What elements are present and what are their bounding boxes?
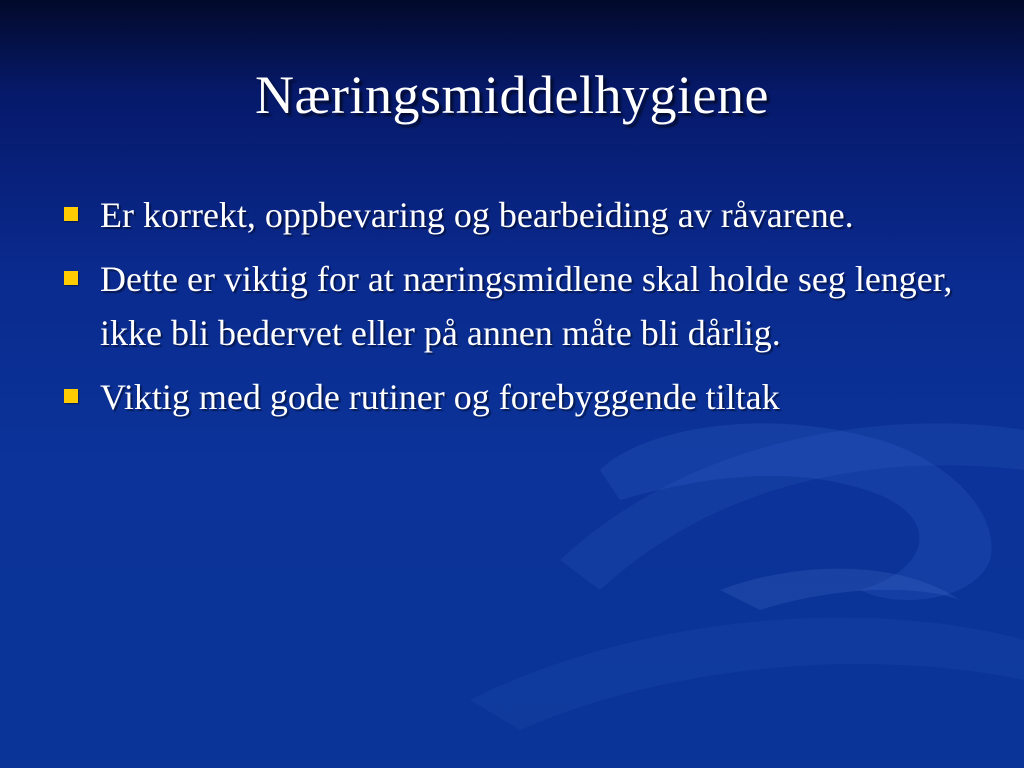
square-bullet-icon <box>64 207 78 221</box>
bullet-item <box>62 370 962 424</box>
square-bullet-icon <box>64 271 78 285</box>
bullet-item <box>62 188 962 242</box>
bullet-text: Er korrekt, oppbevaring og bearbeiding av råvarene. <box>100 195 854 235</box>
square-bullet-icon <box>64 389 78 403</box>
bullet-item <box>62 252 962 360</box>
bullet-text: Dette er viktig for at næringsmidlene skal holde seg lenger, ikke bli bedervet eller på annen måte bli dårlig. <box>100 259 953 353</box>
slide-title: Næringsmiddelhygiene <box>255 65 769 125</box>
bullet-text: Viktig med gode rutiner og forebyggende tiltak <box>100 377 780 417</box>
bullet-list <box>62 188 962 434</box>
